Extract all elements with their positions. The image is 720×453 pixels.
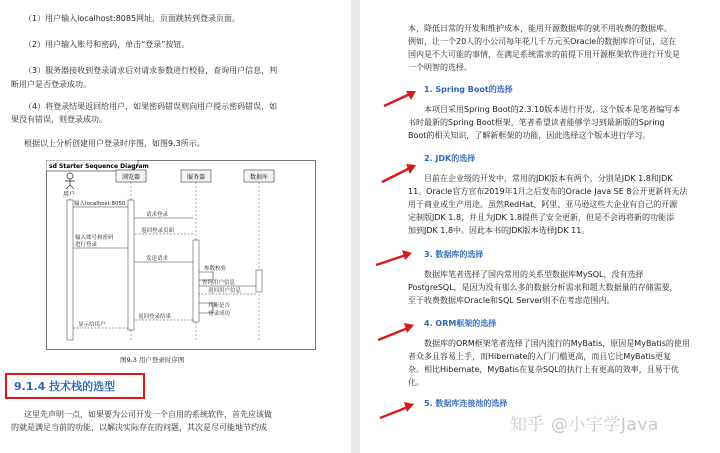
- msg-label: 判断是否: [208, 303, 231, 309]
- msg-label: 发送请求: [146, 256, 169, 262]
- paragraph: 的就是满足当前的功能，以解决实际存在的问题，其次是尽可能地节约成: [11, 423, 267, 432]
- paragraph: 化。: [408, 378, 424, 387]
- paragraph: 果没有错误，则登录成功。: [11, 115, 107, 124]
- msg-label: 请求登录: [146, 212, 169, 218]
- heading-database: 3. 数据库的选择: [424, 250, 484, 259]
- diagram-title: sd Starter Sequence Diagram: [49, 163, 149, 170]
- lifeline-server-label: 服务器: [186, 174, 206, 181]
- paragraph: 国内是不大可能的事情，在满足系统需求的前提下用开源框架软件进行开发是: [408, 50, 680, 59]
- paragraph: 本，降低日常的开发和维护成本，能用开源数据库的就不用收费的数据库。: [408, 24, 672, 33]
- paragraph: 用于商业或生产用途。虽然RedHat、阿里、亚马逊这些大企业有自己的开源: [408, 200, 678, 209]
- red-arrow-icon: [376, 400, 420, 422]
- heading-orm: 4. ORM框架的选择: [424, 319, 497, 328]
- paragraph: 数据库的ORM框架笔者选择了国内流行的MyBatis，原因是MyBatis的使用: [424, 339, 690, 348]
- paragraph: 断用户是否登录成功。: [11, 80, 91, 89]
- msg-label: 参数校验: [204, 266, 227, 272]
- msg-label: 显示给用户: [78, 322, 106, 328]
- lifeline-browser-label: 浏览器: [121, 174, 141, 181]
- paragraph: Boot的相关知识，了解新框架的功能，因此选择这个版本进行学习。: [408, 131, 651, 140]
- paragraph: 至于收费数据库Oracle和SQL Server则不在考虑范围内。: [408, 296, 615, 305]
- msg-label: 返回登录页面: [141, 228, 175, 234]
- paragraph: 目前在企业级的开发中，常用的JDK版本有两个，分别是JDK 1.8和JDK: [424, 174, 673, 183]
- watermark: 知乎 @小宇学Java: [510, 415, 659, 435]
- paragraph: 者众多且容易上手，而Hibernate的入门门槛更高，而且它比MyBatis更复: [408, 352, 671, 361]
- lifeline-database-label: 数据库: [249, 174, 269, 181]
- msg-label: 进行登录: [75, 242, 98, 248]
- paragraph: （3）服务器接收到登录请求后对请求参数进行校验，查询用户信息，判: [24, 66, 278, 75]
- left-page: [0, 0, 351, 453]
- paragraph: 一个明智的选择。: [408, 63, 472, 72]
- paragraph: 杂。相比Hibernate，MyBatis在复杂SQL的执行上有更高的效率，且易于优: [408, 365, 679, 374]
- paragraph: 书时最新的Spring Boot框架，笔者希望读者能够学习到最新版的Spring: [408, 118, 665, 127]
- figure-caption: 图9.3 用户登录时序图: [120, 356, 185, 364]
- paragraph: 加到JDK 1.8中。因此本书的JDK版本选择JDK 11。: [408, 226, 590, 235]
- msg-label: 输入账号和密码: [75, 235, 114, 241]
- paragraph: 数据库笔者选择了国内常用的关系型数据库MySQL，没有选择: [424, 270, 644, 279]
- heading-jdk: 2. JDK的选择: [424, 154, 476, 163]
- paragraph: 11。Oracle官方宣布2019年1月之后发布的Oracle Java SE 8公开更新将无法: [408, 187, 688, 196]
- paragraph: 根据以上分析创建用户登录时序图，如图9.3所示。: [24, 139, 205, 148]
- paragraph: （1）用户输入localhost:8085网址，页面跳转到登录页面。: [24, 14, 241, 23]
- paragraph: （4）将登录结果返回给用户，如果密码错误则向用户提示密码错误，如: [24, 102, 278, 111]
- red-arrow-icon: [378, 162, 422, 186]
- right-page: [360, 0, 720, 453]
- red-arrow-icon: [380, 88, 420, 110]
- msg-label: 查询用户信息: [202, 280, 236, 286]
- paragraph: （2）用户输入账号和密码，单击“登录”按钮。: [24, 40, 190, 49]
- red-arrow-icon: [372, 249, 418, 269]
- actor-label: 用户: [63, 191, 76, 198]
- msg-label: 返回登录结果: [138, 314, 172, 320]
- msg-label: 登录成功: [208, 311, 231, 317]
- paragraph: 这里先声明一点，如果要为公司开发一个自用的系统软件，首先应该做: [24, 410, 272, 419]
- msg-label: 返回用户信息: [208, 288, 242, 294]
- section-title: 9.1.4 技术栈的选型: [14, 380, 116, 393]
- red-arrow-icon: [374, 322, 420, 344]
- paragraph: 例如，让一个20人的小公司每年花几千万元买Oracle的数据库许可证，这在: [408, 37, 677, 46]
- paragraph: 本项目采用Spring Boot的2.3.10版本进行开发，这个版本是笔者编写本: [424, 105, 681, 114]
- sequence-diagram: [46, 160, 316, 350]
- msg-label: 输入localhost:8050: [74, 201, 126, 207]
- heading-connection-pool: 5. 数据库连接池的选择: [424, 399, 508, 408]
- heading-spring-boot: 1. Spring Boot的选择: [424, 85, 513, 94]
- paragraph: PostgreSQL，是因为没有那么多的数据分析需求和超大数据量的存储需要，: [408, 283, 678, 292]
- paragraph: 定制版JDK 1.8，并且为JDK 1.8提供了安全更新，但是不会再将新的功能添: [408, 213, 675, 222]
